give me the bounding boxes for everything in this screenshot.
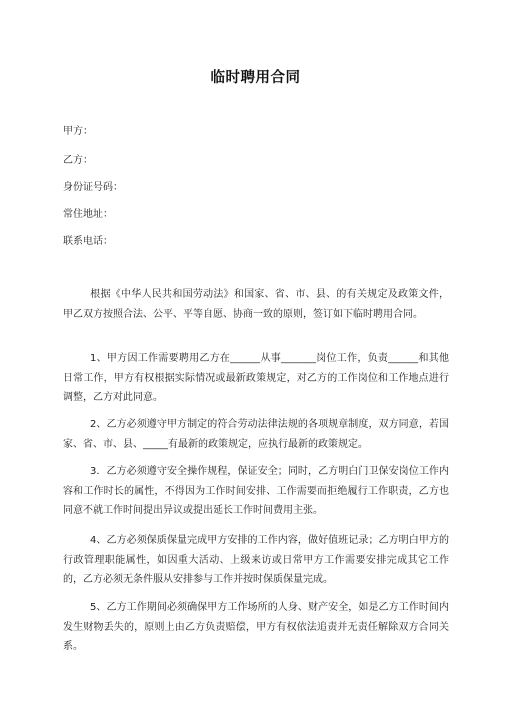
phone-field: 联系电话： <box>63 236 113 247</box>
id-number-field: 身份证号码： <box>63 182 123 193</box>
clause-5-text: 5、乙方工作期间必须确保甲方工作场所的人身、财产安全，如是乙方工作时间内发生财物丢失的，原则上由乙方负责赔偿，甲方有权依法追责并无责任解除双方合同关系。 <box>63 602 449 652</box>
clause-4-paragraph <box>63 531 449 590</box>
clause-2-text: 2、乙方必须遵守甲方制定的符合劳动法律法规的各项规章制度，双方同意，若国家、省、市、县、_____有最新的政策规定，应执行最新的政策规定。 <box>63 419 449 450</box>
clause-4-text: 4、乙方必须保质保量完成甲方安排的工作内容，做好值班记录；乙方明白甲方的行政管理职能属性，如因重大活动、上级来访或日常甲方工作需要安排完成其它工作的，乙方必须无条件服从安排参与工作并按时保质保量完成。 <box>63 535 449 585</box>
document-title: 临时聘用合同 <box>210 70 301 86</box>
party-b-field: 乙方： <box>63 155 93 166</box>
clause-3-paragraph <box>63 462 449 521</box>
clause-1-paragraph <box>63 349 449 408</box>
intro-text: 根据《中华人民共和国劳动法》和国家、省、市、县、的有关规定及政策文件，甲乙双方按照合法、公平、平等自愿、协商一致的原则，签订如下临时聘用合同。 <box>63 289 449 320</box>
address-field: 常住地址： <box>63 209 113 220</box>
party-a-field: 甲方： <box>63 126 93 137</box>
intro-paragraph <box>63 285 449 324</box>
clause-5-paragraph <box>63 598 449 657</box>
clause-1-text: 1、甲方因工作需要聘用乙方在______从事_______岗位工作，负责______和其他日常工作，甲方有权根据实际情况或最新政策规定，对乙方的工作岗位和工作地点进行调整，乙方对此同意。 <box>63 353 449 403</box>
clause-2-paragraph <box>63 415 449 454</box>
clause-3-text: 3．乙方必须遵守安全操作规程，保证安全；同时，乙方明白门卫保安岗位工作内容和工作时长的属性，不得因为工作时间安排、工作需要而拒绝履行工作职责，乙方也同意不就工作时间提出异议或提出延长工作时间费用主张。 <box>63 466 449 516</box>
